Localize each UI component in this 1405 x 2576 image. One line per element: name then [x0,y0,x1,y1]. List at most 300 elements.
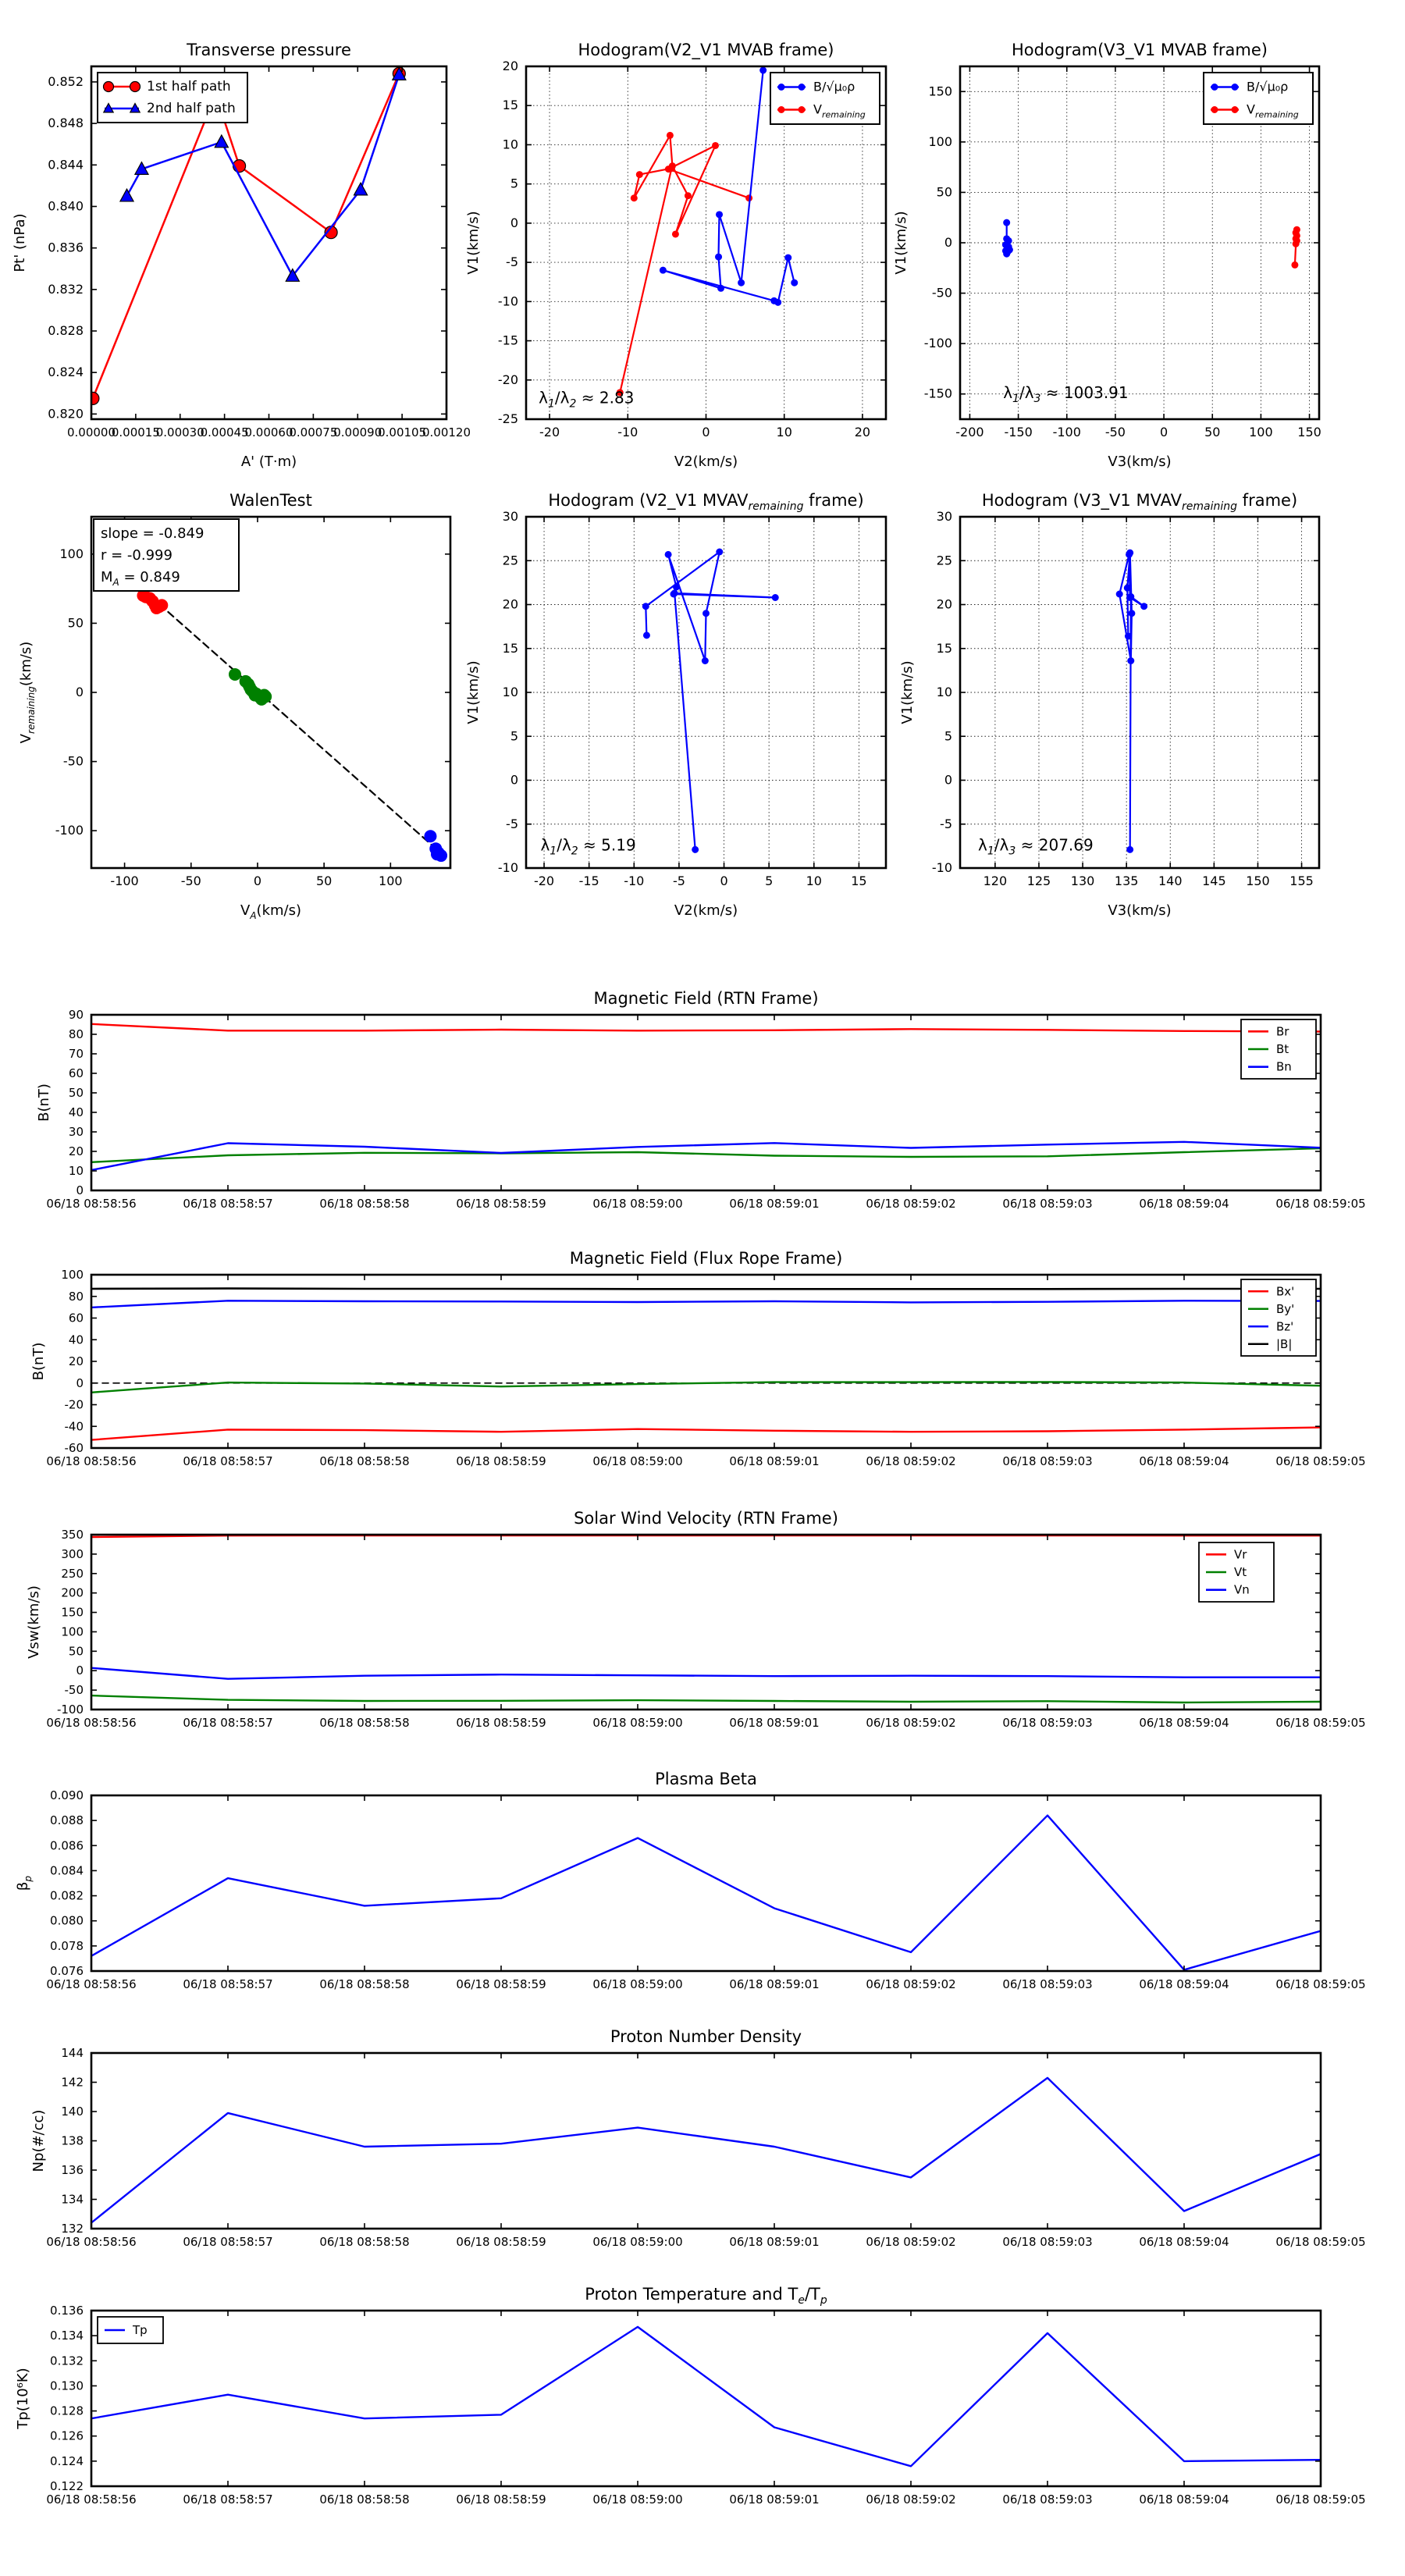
svg-text:0.848: 0.848 [48,116,84,131]
svg-text:20: 20 [502,59,518,73]
svg-text:Tp: Tp [133,2323,148,2337]
svg-text:60: 60 [68,1311,84,1325]
svg-text:Vremaining(km/s): $V_{remaining}(km/s)$ [18,641,37,744]
svg-text:90: 90 [68,1008,84,1022]
svg-text:Vr: Vr [1234,1547,1247,1562]
svg-text:0.080: 0.080 [50,1913,84,1928]
svg-text:80: 80 [68,1027,84,1041]
chart-svg-c7 [36,989,1366,1211]
svg-text:0.820: 0.820 [48,406,84,422]
series-group [642,549,779,853]
svg-text:-100: -100 [1052,425,1081,439]
svg-text:06/18 08:59:02: 06/18 08:59:02 [866,2235,956,2249]
svg-text:0.832: 0.832 [48,281,84,297]
svg-text:250: 250 [61,1566,84,1581]
svg-text:Bx': Bx' [1276,1284,1295,1299]
svg-text:06/18 08:59:05: 06/18 08:59:05 [1275,1716,1366,1730]
svg-text:Vsw(km/s): Vsw(km/s) [26,1585,42,1659]
svg-text:10: 10 [776,425,792,439]
series-B/sqrt(mu0 rho) [1116,550,1147,853]
svg-text:0.130: 0.130 [50,2379,84,2393]
series-Bx' [91,1428,1321,1440]
svg-text:06/18 08:58:59: 06/18 08:58:59 [456,1977,546,1991]
svg-text:Transverse pressure: Transverse pressure [187,41,351,59]
svg-text:0: 0 [76,1183,84,1197]
svg-text:06/18 08:58:57: 06/18 08:58:57 [183,1977,273,1991]
series-Bt [91,1148,1321,1162]
svg-text:-50: -50 [931,285,952,301]
svg-text:Hodogram(V3_V1 MVAB frame): Hodogram(V3_V1 MVAB frame) [1012,41,1268,59]
magnetic-field-flux-rope-panel [30,1249,1366,1468]
legend [770,73,880,124]
svg-text:150: 150 [1246,873,1270,888]
svg-text:βp: $\beta_p$ [15,1875,34,1891]
svg-text:Proton Temperature and Te/Tp: Proton Temperature and $T_e/T_p$ [585,2285,827,2307]
svg-text:Vremaining: $V_{remaining}$ [1247,101,1299,120]
svg-text:06/18 08:59:02: 06/18 08:59:02 [866,1716,956,1730]
svg-text:06/18 08:59:04: 06/18 08:59:04 [1139,2235,1229,2249]
svg-text:0: 0 [944,235,952,250]
series-Vn [91,1668,1321,1679]
svg-text:134: 134 [61,2192,84,2207]
svg-text:140: 140 [61,2105,84,2119]
svg-text:0.00060: 0.00060 [244,425,293,439]
hodogram-v2v1-mvav-plot [465,491,886,919]
svg-text:-60: -60 [64,1441,84,1455]
svg-text:06/18 08:58:57: 06/18 08:58:57 [183,2235,273,2249]
svg-text:-150: -150 [923,386,952,401]
svg-text:80: 80 [68,1289,84,1304]
svg-text:50: 50 [68,1086,84,1100]
svg-text:0.00090: 0.00090 [333,425,382,439]
svg-text:0: 0 [944,772,952,788]
svg-text:06/18 08:58:59: 06/18 08:58:59 [456,1454,546,1468]
svg-text:|B|: |B| [1276,1336,1293,1351]
svg-text:06/18 08:59:03: 06/18 08:59:03 [1002,1454,1093,1468]
legend [98,73,247,123]
svg-text:0.00000: 0.00000 [66,425,116,439]
series-group [91,1024,1321,1170]
legend [1241,1279,1316,1356]
chart-svg-c5 [465,491,886,919]
svg-text:V2(km/s): V2(km/s) [674,454,738,470]
svg-text:0.844: 0.844 [48,157,84,173]
svg-text:06/18 08:59:00: 06/18 08:59:00 [592,1977,683,1991]
svg-text:Solar Wind Velocity (RTN Frame: Solar Wind Velocity (RTN Frame) [574,1509,838,1528]
svg-text:100: 100 [379,873,403,888]
svg-text:-5: -5 [672,873,685,888]
svg-text:100: 100 [61,1268,84,1282]
svg-text:120: 120 [983,873,1008,888]
svg-text:06/18 08:58:58: 06/18 08:58:58 [319,2492,410,2507]
svg-text:06/18 08:59:03: 06/18 08:59:03 [1002,1977,1093,1991]
svg-text:1st half path: 1st half path [147,79,231,94]
series-Br [91,1024,1321,1032]
svg-text:50: 50 [67,615,84,631]
svg-text:06/18 08:58:59: 06/18 08:58:59 [456,2492,546,2507]
svg-text:V3(km/s): V3(km/s) [1108,454,1172,470]
svg-text:40: 40 [68,1105,84,1119]
svg-text:0.128: 0.128 [50,2403,84,2418]
svg-text:V1(km/s): V1(km/s) [465,211,482,275]
svg-text:-40: -40 [64,1419,84,1434]
svg-text:06/18 08:58:58: 06/18 08:58:58 [319,1977,410,1991]
svg-text:06/18 08:59:03: 06/18 08:59:03 [1002,2492,1093,2507]
svg-text:0.840: 0.840 [48,198,84,214]
proton-temperature-panel [15,2285,1366,2507]
svg-text:-100: -100 [56,1703,84,1717]
svg-text:132: 132 [61,2222,84,2236]
svg-text:-20: -20 [533,873,555,888]
svg-text:-10: -10 [931,860,952,875]
svg-text:0: 0 [720,873,728,888]
svg-text:-10: -10 [497,860,518,875]
svg-text:150: 150 [1297,425,1321,439]
svg-text:350: 350 [61,1528,84,1542]
svg-text:50: 50 [68,1644,84,1659]
svg-text:15: 15 [502,640,518,656]
svg-text:0.086: 0.086 [50,1838,84,1853]
svg-text:B(nT): B(nT) [30,1342,47,1381]
svg-text:λ1/λ3 ≈ 207.69: $\lambda_1/\lambda_3 \approx 207.69$ [978,835,1094,858]
svg-text:25: 25 [936,553,952,568]
svg-text:135: 135 [1114,873,1139,888]
svg-text:B(nT): B(nT) [36,1083,52,1122]
svg-text:06/18 08:58:59: 06/18 08:58:59 [456,1716,546,1730]
series-second half points [424,830,447,862]
svg-text:VA(km/s): $V_A(km/s)$ [240,902,301,921]
svg-text:0.132: 0.132 [50,2354,84,2368]
svg-text:50: 50 [315,873,333,888]
stats-box [94,519,239,591]
svg-text:06/18 08:59:00: 06/18 08:59:00 [592,2492,683,2507]
svg-text:-100: -100 [110,873,139,888]
svg-text:10: 10 [936,685,952,699]
svg-text:06/18 08:59:04: 06/18 08:59:04 [1139,1716,1229,1730]
svg-text:0: 0 [75,685,84,699]
svg-text:150: 150 [61,1605,84,1620]
svg-text:25: 25 [502,553,518,568]
svg-text:0: 0 [76,1375,84,1390]
svg-text:0.00015: 0.00015 [111,425,160,439]
svg-text:06/18 08:59:00: 06/18 08:59:00 [592,1454,683,1468]
svg-text:-20: -20 [497,372,518,387]
svg-text:50: 50 [1204,425,1221,439]
svg-text:0.076: 0.076 [50,1964,84,1978]
svg-text:Proton Number Density: Proton Number Density [610,2027,802,2046]
svg-text:0: 0 [253,873,262,888]
chart-svg-c11 [30,2027,1366,2249]
svg-text:60: 60 [68,1066,84,1080]
svg-text:B/√μ₀ρ: B/√μ₀ρ [813,79,855,94]
svg-text:-50: -50 [1104,425,1126,439]
svg-text:-10: -10 [617,425,638,439]
chart-svg-c9 [26,1509,1366,1730]
svg-text:06/18 08:59:01: 06/18 08:59:01 [729,2235,820,2249]
svg-text:30: 30 [502,509,518,524]
svg-text:30: 30 [936,509,952,524]
svg-text:0.122: 0.122 [50,2479,84,2493]
svg-text:06/18 08:58:58: 06/18 08:58:58 [319,1454,410,1468]
svg-text:0.00030: 0.00030 [155,425,205,439]
svg-text:V2(km/s): V2(km/s) [674,902,738,919]
svg-text:06/18 08:58:56: 06/18 08:58:56 [46,2492,137,2507]
svg-text:06/18 08:59:02: 06/18 08:59:02 [866,1454,956,1468]
svg-text:06/18 08:58:59: 06/18 08:58:59 [456,2235,546,2249]
series-middle points [229,668,272,706]
svg-text:06/18 08:59:02: 06/18 08:59:02 [866,1977,956,1991]
svg-text:Bz': Bz' [1276,1319,1294,1334]
svg-text:λ1/λ2 ≈ 2.83: $\lambda_1/\lambda_2 \approx 2.83$ [539,388,635,411]
svg-text:0: 0 [1159,425,1168,439]
chart-svg-c4 [18,491,450,921]
svg-text:06/18 08:59:02: 06/18 08:59:02 [866,1197,956,1211]
svg-text:MA = 0.849: $M_A = 0.849$ [101,569,180,588]
series-By' [91,1382,1321,1392]
series-group [91,1535,1321,1703]
svg-text:06/18 08:58:56: 06/18 08:58:56 [46,1977,137,1991]
svg-text:-5: -5 [940,816,952,831]
svg-text:125: 125 [1026,873,1051,888]
svg-text:Vremaining: $V_{remaining}$ [813,101,866,120]
svg-text:0: 0 [510,215,518,230]
svg-text:15: 15 [851,873,867,888]
svg-text:-10: -10 [624,873,645,888]
series-Np [91,2078,1321,2223]
svg-text:Bn: Bn [1276,1059,1292,1074]
svg-text:Np(#/cc): Np(#/cc) [30,2109,47,2172]
series-Bz' [91,1300,1321,1308]
svg-text:0.852: 0.852 [48,73,84,89]
svg-text:06/18 08:59:01: 06/18 08:59:01 [729,1454,820,1468]
svg-text:06/18 08:59:03: 06/18 08:59:03 [1002,1716,1093,1730]
svg-text:-15: -15 [578,873,599,888]
svg-text:0.824: 0.824 [48,365,84,380]
hodogram-v3v1-mvab-plot [893,41,1321,470]
svg-text:0.00105: 0.00105 [378,425,427,439]
svg-text:150: 150 [928,84,952,99]
svg-text:06/18 08:59:01: 06/18 08:59:01 [729,2492,820,2507]
svg-text:0.00120: 0.00120 [422,425,471,439]
series-group [91,2327,1321,2466]
chart-svg-c8 [30,1249,1366,1468]
svg-text:06/18 08:59:00: 06/18 08:59:00 [592,1716,683,1730]
svg-text:Plasma Beta: Plasma Beta [655,1770,757,1788]
chart-svg-c6 [899,491,1319,919]
svg-text:V1(km/s): V1(km/s) [893,211,909,275]
svg-text:06/18 08:59:03: 06/18 08:59:03 [1002,2235,1093,2249]
svg-text:0.084: 0.084 [50,1863,84,1878]
svg-text:-20: -20 [539,425,560,439]
svg-text:Tp(10⁶K): Tp(10⁶K) [15,2368,31,2429]
series-B/sqrt(mu0 rho) [642,549,779,853]
svg-text:0: 0 [76,1663,84,1678]
svg-text:15: 15 [502,98,518,113]
svg-text:40: 40 [68,1332,84,1347]
svg-text:10: 10 [68,1164,84,1178]
svg-text:0.134: 0.134 [50,2329,84,2343]
svg-text:20: 20 [68,1144,84,1158]
svg-text:0.082: 0.082 [50,1888,84,1903]
svg-text:Hodogram(V2_V1 MVAB frame): Hodogram(V2_V1 MVAB frame) [578,41,834,59]
svg-text:-5: -5 [506,816,518,831]
svg-text:100: 100 [1249,425,1273,439]
svg-text:06/18 08:58:57: 06/18 08:58:57 [183,1197,273,1211]
svg-text:0: 0 [510,772,518,788]
svg-text:λ1/λ3 ≈ 1003.91: $\lambda_1/\lambda_3 \approx 1003.91$ [1003,382,1129,405]
legend [1204,73,1313,124]
svg-text:Vn: Vn [1234,1582,1250,1597]
svg-text:slope = -0.849: slope = -0.849 [101,525,205,542]
svg-text:300: 300 [61,1546,84,1561]
svg-text:0: 0 [702,425,710,439]
series-Tp [91,2327,1321,2466]
svg-text:5: 5 [510,176,518,191]
series-beta_p [91,1816,1321,1970]
svg-text:0.090: 0.090 [50,1788,84,1802]
svg-text:0.00045: 0.00045 [200,425,249,439]
svg-text:70: 70 [68,1047,84,1061]
series-|B| [91,1289,1321,1290]
svg-text:Br: Br [1276,1024,1289,1039]
svg-text:10: 10 [806,873,822,888]
hodogram-v2v1-mvab-plot [465,41,886,470]
svg-text:-50: -50 [180,873,201,888]
svg-text:100: 100 [928,133,952,149]
series-group [91,1816,1321,1970]
svg-text:06/18 08:59:00: 06/18 08:59:00 [592,2235,683,2249]
svg-text:06/18 08:58:58: 06/18 08:58:58 [319,2235,410,2249]
chart-svg-c12 [15,2285,1366,2507]
svg-text:155: 155 [1289,873,1314,888]
svg-text:06/18 08:58:58: 06/18 08:58:58 [319,1716,410,1730]
svg-text:06/18 08:58:56: 06/18 08:58:56 [46,1197,137,1211]
svg-text:15: 15 [936,640,952,656]
svg-text:-50: -50 [62,753,84,769]
svg-text:V1(km/s): V1(km/s) [465,660,482,724]
svg-text:0.126: 0.126 [50,2428,84,2443]
svg-text:-10: -10 [497,294,518,309]
svg-text:0.088: 0.088 [50,1813,84,1828]
svg-text:By': By' [1276,1301,1295,1316]
svg-text:0.828: 0.828 [48,323,84,338]
svg-text:30: 30 [68,1125,84,1139]
chart-svg-c1 [12,41,471,470]
svg-text:06/18 08:59:03: 06/18 08:59:03 [1002,1197,1093,1211]
svg-text:142: 142 [61,2075,84,2090]
svg-text:5: 5 [510,728,518,744]
walen-test-plot [18,491,450,921]
svg-text:130: 130 [1070,873,1095,888]
svg-text:A' (T·m): A' (T·m) [240,454,297,470]
svg-text:V1(km/s): V1(km/s) [899,660,916,724]
svg-text:06/18 08:58:56: 06/18 08:58:56 [46,1454,137,1468]
transverse-pressure-plot [12,41,471,470]
svg-text:10: 10 [502,685,518,699]
svg-text:138: 138 [61,2133,84,2148]
proton-density-panel [30,2027,1366,2249]
magnetic-field-rtn-panel [36,989,1366,1211]
svg-text:06/18 08:58:56: 06/18 08:58:56 [46,1716,137,1730]
svg-text:-100: -100 [55,823,84,838]
svg-text:06/18 08:59:05: 06/18 08:59:05 [1275,1977,1366,1991]
svg-text:0.836: 0.836 [48,240,84,255]
svg-text:06/18 08:59:01: 06/18 08:59:01 [729,1197,820,1211]
svg-text:06/18 08:59:01: 06/18 08:59:01 [729,1977,820,1991]
plasma-beta-panel [15,1770,1366,1991]
series-group [1002,219,1300,269]
svg-text:200: 200 [61,1585,84,1600]
series-B/sqrt(mu0 rho) [1002,219,1013,258]
series-Vr [91,1535,1321,1537]
series-Bn [91,1142,1321,1170]
hodogram-v3v1-mvav-plot [899,491,1319,919]
svg-text:0.136: 0.136 [50,2304,84,2318]
svg-text:06/18 08:59:05: 06/18 08:59:05 [1275,2492,1366,2507]
svg-text:50: 50 [936,184,952,200]
chart-svg-c3 [893,41,1321,470]
svg-text:0.078: 0.078 [50,1938,84,1953]
series-V_remaining [617,132,752,396]
svg-text:-100: -100 [923,336,952,351]
svg-text:06/18 08:59:01: 06/18 08:59:01 [729,1716,820,1730]
svg-text:0.00075: 0.00075 [289,425,338,439]
svg-text:Hodogram (V2_V1 MVAVremaining: Hodogram (V2_V1 $MVAV_{remaining}$ frame) [548,491,864,513]
svg-text:Vt: Vt [1234,1565,1247,1579]
svg-text:-50: -50 [64,1683,84,1698]
series-group [98,550,448,863]
svg-text:-200: -200 [955,425,984,439]
svg-text:10: 10 [502,137,518,152]
svg-text:-20: -20 [64,1397,84,1412]
svg-text:20: 20 [936,596,952,612]
svg-text:Magnetic Field (Flux Rope Fram: Magnetic Field (Flux Rope Frame) [569,1249,843,1268]
svg-text:20: 20 [854,425,871,439]
series-group [1116,550,1147,853]
legend [1199,1542,1274,1602]
svg-text:-15: -15 [497,333,518,348]
svg-text:-150: -150 [1004,425,1033,439]
svg-text:140: 140 [1158,873,1183,888]
svg-text:100: 100 [59,546,84,561]
svg-text:06/18 08:59:04: 06/18 08:59:04 [1139,2492,1229,2507]
svg-text:B/√μ₀ρ: B/√μ₀ρ [1247,79,1289,94]
svg-text:06/18 08:58:58: 06/18 08:58:58 [319,1197,410,1211]
svg-text:06/18 08:59:02: 06/18 08:59:02 [866,2492,956,2507]
legend [1241,1019,1316,1079]
svg-text:20: 20 [68,1354,84,1368]
svg-text:Pt' (nPa): Pt' (nPa) [12,213,28,272]
series-Vt [91,1695,1321,1703]
svg-text:06/18 08:59:00: 06/18 08:59:00 [592,1197,683,1211]
series-group [91,1289,1321,1440]
series-group [91,2078,1321,2223]
svg-text:06/18 08:59:04: 06/18 08:59:04 [1139,1197,1229,1211]
series-V_remaining [1291,226,1300,269]
svg-text:λ1/λ2 ≈ 5.19: $\lambda_1/\lambda_2 \approx 5.19$ [540,835,636,858]
svg-text:136: 136 [61,2163,84,2177]
svg-text:20: 20 [502,596,518,612]
svg-text:Hodogram (V3_V1 MVAVremaining: Hodogram (V3_V1 $MVAV_{remaining}$ frame) [981,491,1298,513]
svg-text:Magnetic Field (RTN Frame): Magnetic Field (RTN Frame) [593,989,819,1008]
svg-text:0.124: 0.124 [50,2453,84,2468]
svg-text:2nd half path: 2nd half path [147,101,236,116]
svg-text:100: 100 [61,1624,84,1639]
svg-text:145: 145 [1202,873,1226,888]
svg-text:Bt: Bt [1276,1042,1289,1056]
svg-text:WalenTest: WalenTest [229,491,312,510]
svg-text:V3(km/s): V3(km/s) [1108,902,1172,919]
